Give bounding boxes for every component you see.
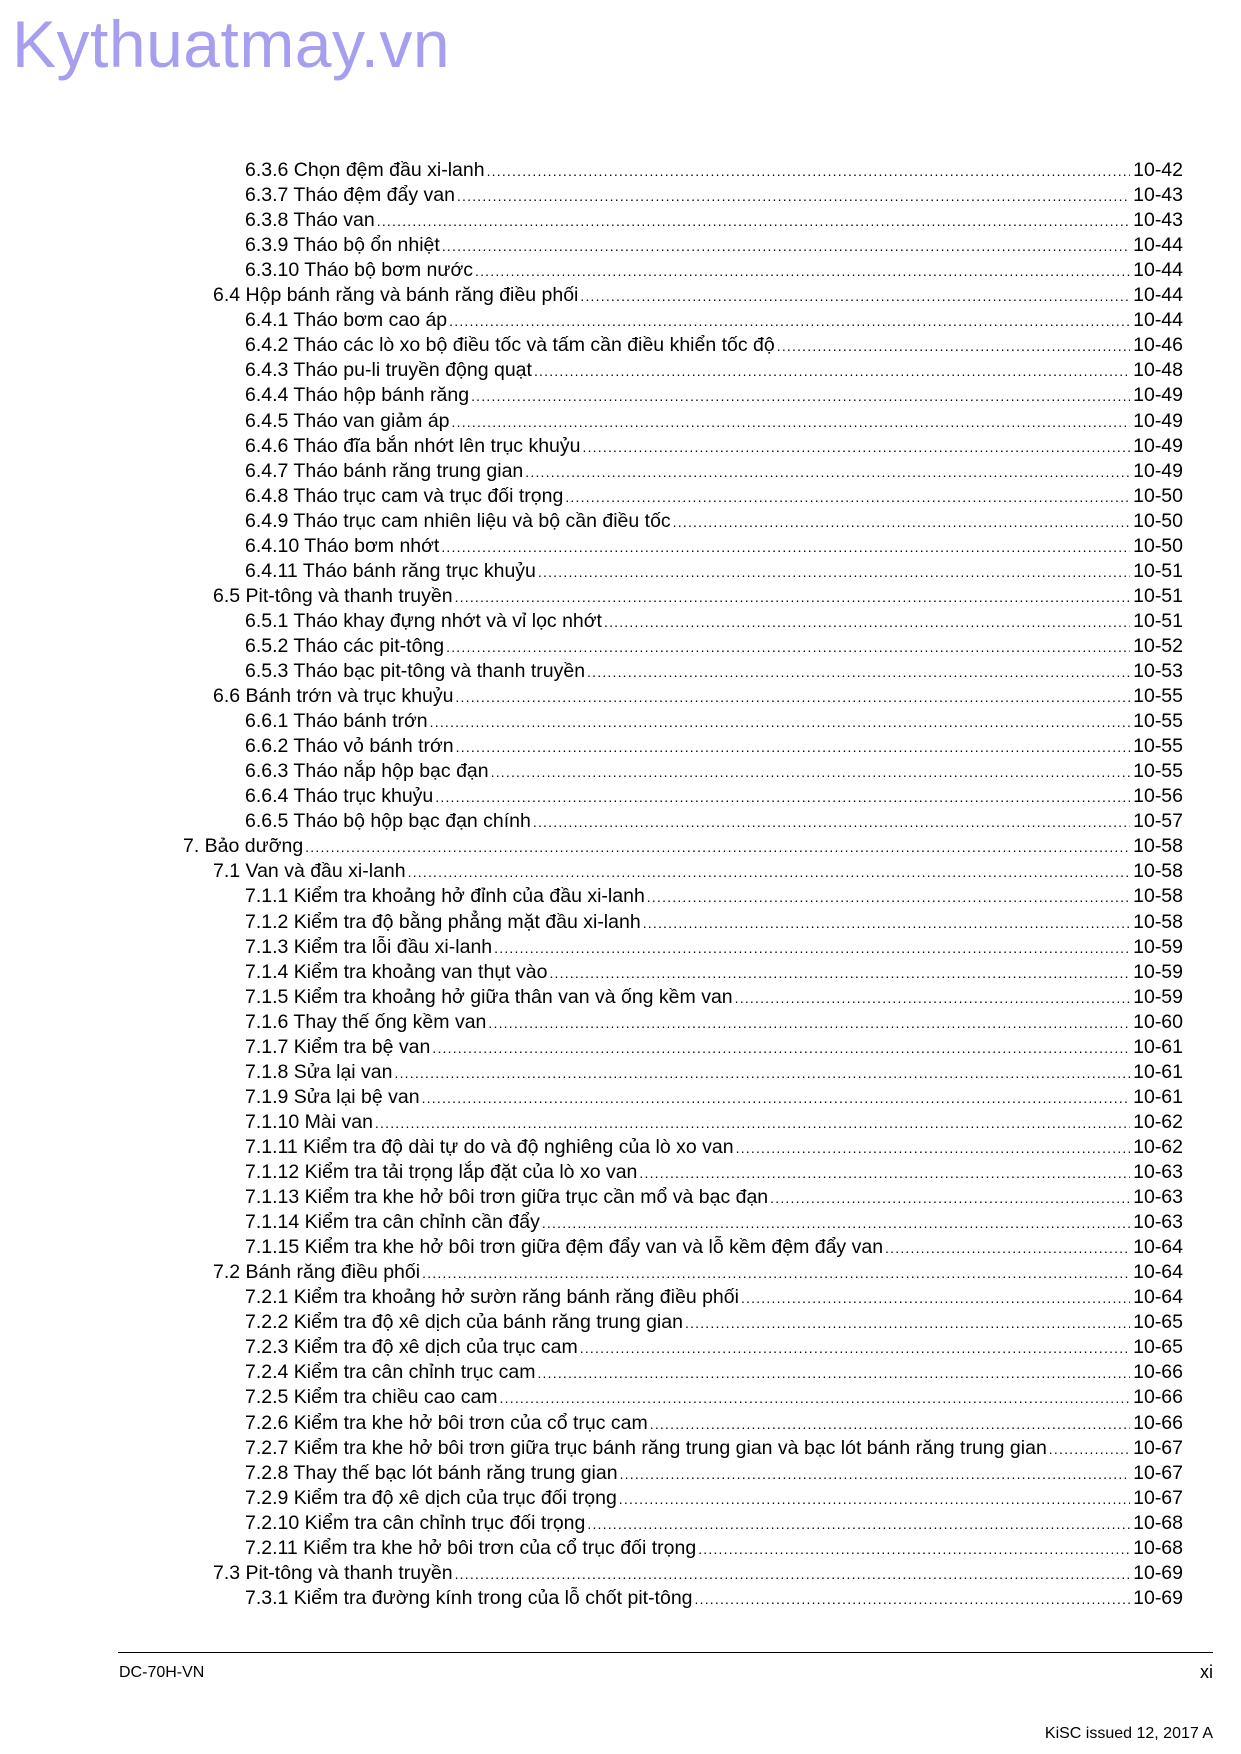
toc-entry-page: 10-60 [1133, 1010, 1183, 1033]
toc-entry-page: 10-68 [1133, 1511, 1183, 1534]
toc-entry[interactable] [245, 609, 1183, 634]
toc-entry[interactable] [245, 1511, 1183, 1536]
toc-entry[interactable] [245, 158, 1183, 183]
toc-entry[interactable] [245, 659, 1183, 684]
toc-entry-page: 10-64 [1133, 1236, 1183, 1259]
toc-entry[interactable] [213, 684, 1183, 709]
footer-issue-info: KiSC issued 12, 2017 A [1044, 1725, 1213, 1742]
toc-entry-title: 7.2.4 Kiểm tra cân chỉnh trục cam [245, 1361, 536, 1384]
toc-entry[interactable] [245, 534, 1183, 559]
toc-dot-leader [580, 1336, 1130, 1361]
toc-dot-leader [435, 785, 1130, 810]
toc-dot-leader [736, 1136, 1131, 1161]
toc-entry[interactable] [245, 459, 1183, 484]
toc-entry-page: 10-62 [1133, 1135, 1183, 1158]
toc-entry[interactable] [245, 559, 1183, 584]
toc-entry[interactable] [245, 759, 1183, 784]
toc-entry-title: 7.1.6 Thay thế ống kềm van [245, 1010, 487, 1033]
toc-dot-leader [777, 334, 1130, 359]
toc-entry-title: 6.4.7 Tháo bánh răng trung gian [245, 459, 524, 482]
toc-entry-title: 7.1.13 Kiểm tra khe hở bôi trơn giữa trục cần mổ và bạc đạn [245, 1186, 769, 1209]
toc-entry[interactable] [245, 308, 1183, 333]
toc-dot-leader [452, 410, 1131, 435]
toc-dot-leader [475, 259, 1130, 284]
toc-entry[interactable] [245, 1135, 1183, 1160]
toc-dot-leader [377, 209, 1130, 234]
toc-entry[interactable] [245, 1160, 1183, 1185]
toc-entry-title: 7.1.1 Kiểm tra khoảng hở đỉnh của đầu xi-lanh [245, 885, 645, 908]
toc-dot-leader [583, 435, 1131, 460]
toc-entry-title: 6.5.2 Tháo các pit-tông [245, 634, 445, 657]
toc-dot-leader [394, 1061, 1130, 1086]
toc-entry-title: 6.4.1 Tháo bơm cao áp [245, 309, 448, 332]
toc-dot-leader [587, 660, 1130, 685]
toc-entry-page: 10-66 [1133, 1386, 1183, 1409]
toc-entry-title: 7.2.1 Kiểm tra khoảng hở sườn răng bánh răng điều phối [245, 1286, 739, 1309]
toc-dot-leader [455, 585, 1131, 610]
toc-entry[interactable] [245, 509, 1183, 534]
footer-document-code: DC-70H-VN [119, 1664, 205, 1681]
toc-dot-leader [375, 1111, 1130, 1136]
watermark-logo: Kythuatmay.vn [12, 7, 451, 81]
toc-entry[interactable] [245, 1586, 1183, 1611]
toc-entry[interactable] [245, 434, 1183, 459]
toc-dot-leader [639, 1161, 1130, 1186]
toc-entry-title: 7.2.2 Kiểm tra độ xê dịch của bánh răng trung gian [245, 1311, 683, 1334]
toc-entry-page: 10-44 [1133, 309, 1183, 332]
toc-entry-title: 7.2.7 Kiểm tra khe hở bôi trơn giữa trục bánh răng trung gian và bạc lót bánh răng trung gian [245, 1436, 1047, 1459]
toc-entry-page: 10-67 [1133, 1461, 1183, 1484]
toc-entry[interactable] [245, 935, 1183, 960]
toc-dot-leader [1049, 1437, 1130, 1462]
toc-entry-page: 10-51 [1133, 584, 1183, 607]
toc-entry-title: 6.4.11 Tháo bánh răng trục khuỷu [245, 559, 536, 582]
toc-entry-page: 10-49 [1133, 384, 1183, 407]
toc-entry-page: 10-61 [1133, 1035, 1183, 1058]
toc-entry[interactable] [245, 809, 1183, 834]
toc-dot-leader [885, 1236, 1130, 1261]
toc-entry-page: 10-55 [1133, 735, 1183, 758]
toc-entry-page: 10-49 [1133, 409, 1183, 432]
toc-dot-leader [430, 710, 1130, 735]
toc-entry-title: 6.6 Bánh trớn và trục khuỷu [213, 685, 454, 708]
toc-entry-title: 7.1 Van và đầu xi-lanh [213, 860, 406, 883]
toc-dot-leader [494, 936, 1130, 961]
toc-entry-page: 10-66 [1133, 1361, 1183, 1384]
toc-entry-page: 10-67 [1133, 1436, 1183, 1459]
toc-entry[interactable] [213, 283, 1183, 308]
toc-entry[interactable] [245, 1360, 1183, 1385]
toc-entry-page: 10-63 [1133, 1186, 1183, 1209]
toc-entry-title: 7.1.5 Kiểm tra khoảng hở giữa thân van và ống kềm van [245, 985, 733, 1008]
toc-entry-title: 6.4.9 Tháo trục cam nhiên liệu và bộ cần điều tốc [245, 509, 671, 532]
toc-entry-page: 10-65 [1133, 1336, 1183, 1359]
toc-entry-title: 6.6.1 Tháo bánh trớn [245, 710, 428, 733]
toc-dot-leader [735, 986, 1130, 1011]
toc-dot-leader [565, 485, 1130, 510]
toc-entry[interactable] [245, 233, 1183, 258]
toc-entry-title: 7.2 Bánh răng điều phối [213, 1261, 421, 1284]
toc-entry-title: 7.2.3 Kiểm tra độ xê dịch của trục cam [245, 1336, 578, 1359]
footer-divider [118, 1652, 1213, 1653]
toc-entry-title: 7.2.11 Kiểm tra khe hở bôi trơn của cổ trục đối trọng [245, 1536, 697, 1559]
toc-entry-page: 10-56 [1133, 785, 1183, 808]
toc-dot-leader [542, 1211, 1130, 1236]
toc-entry-page: 10-58 [1133, 885, 1183, 908]
toc-dot-leader [408, 860, 1131, 885]
toc-entry-page: 10-63 [1133, 1211, 1183, 1234]
toc-entry-page: 10-50 [1133, 484, 1183, 507]
toc-dot-leader [471, 384, 1130, 409]
toc-dot-leader [650, 1412, 1130, 1437]
toc-dot-leader [488, 1011, 1130, 1036]
toc-entry-page: 10-50 [1133, 534, 1183, 557]
toc-entry-page: 10-58 [1133, 860, 1183, 883]
toc-entry-page: 10-69 [1133, 1561, 1183, 1584]
toc-dot-leader [449, 309, 1130, 334]
toc-entry-page: 10-58 [1133, 835, 1183, 858]
toc-entry-title: 6.6.4 Tháo trục khuỷu [245, 785, 434, 808]
toc-entry-page: 10-43 [1133, 209, 1183, 232]
toc-entry[interactable] [245, 910, 1183, 935]
toc-dot-leader [695, 1587, 1131, 1612]
toc-entry-page: 10-61 [1133, 1085, 1183, 1108]
toc-dot-leader [441, 535, 1130, 560]
toc-entry-title: 7. Bảo dưỡng [183, 835, 304, 858]
toc-dot-leader [580, 284, 1130, 309]
toc-entry-title: 7.2.10 Kiểm tra cân chỉnh trục đối trọng [245, 1511, 586, 1534]
toc-dot-leader [457, 184, 1130, 209]
toc-entry-title: 7.1.2 Kiểm tra độ bằng phẳng mặt đầu xi-lanh [245, 910, 641, 933]
toc-entry-page: 10-44 [1133, 259, 1183, 282]
toc-entry[interactable] [245, 1185, 1183, 1210]
toc-entry-page: 10-65 [1133, 1311, 1183, 1334]
toc-entry-page: 10-59 [1133, 985, 1183, 1008]
toc-entry-title: 6.3.9 Tháo bộ ổn nhiệt [245, 234, 440, 257]
toc-entry[interactable] [245, 484, 1183, 509]
toc-entry[interactable] [245, 784, 1183, 809]
toc-entry[interactable] [245, 1060, 1183, 1085]
toc-entry-page: 10-55 [1133, 760, 1183, 783]
toc-dot-leader [422, 1086, 1131, 1111]
toc-entry[interactable] [245, 709, 1183, 734]
toc-entry[interactable] [245, 1010, 1183, 1035]
toc-entry[interactable] [245, 358, 1183, 383]
toc-dot-leader [698, 1537, 1130, 1562]
toc-entry[interactable] [245, 634, 1183, 659]
toc-entry-page: 10-59 [1133, 960, 1183, 983]
toc-entry[interactable] [245, 1285, 1183, 1310]
toc-entry[interactable] [245, 884, 1183, 909]
toc-dot-leader [741, 1286, 1130, 1311]
toc-entry-page: 10-66 [1133, 1411, 1183, 1434]
toc-entry[interactable] [245, 734, 1183, 759]
toc-entry-title: 7.1.15 Kiểm tra khe hở bôi trơn giữa đệm đẩy van và lỗ kềm đệm đẩy van [245, 1236, 884, 1259]
toc-entry-page: 10-43 [1133, 184, 1183, 207]
toc-entry-title: 7.3.1 Kiểm tra đường kính trong của lỗ chốt pit-tông [245, 1586, 693, 1609]
toc-entry-title: 6.4.5 Tháo van giảm áp [245, 409, 450, 432]
toc-entry-page: 10-58 [1133, 910, 1183, 933]
toc-entry-title: 6.6.2 Tháo vỏ bánh trớn [245, 735, 454, 758]
toc-entry-title: 6.4.4 Tháo hộp bánh răng [245, 384, 470, 407]
toc-entry-page: 10-61 [1133, 1060, 1183, 1083]
toc-entry[interactable] [245, 333, 1183, 358]
toc-dot-leader [619, 1487, 1130, 1512]
toc-entry-page: 10-62 [1133, 1110, 1183, 1133]
toc-dot-leader [305, 835, 1130, 860]
toc-dot-leader [446, 635, 1130, 660]
toc-dot-leader [537, 1361, 1130, 1386]
toc-dot-leader [432, 1036, 1130, 1061]
toc-entry[interactable] [245, 1335, 1183, 1360]
toc-entry-page: 10-67 [1133, 1486, 1183, 1509]
toc-entry-page: 10-68 [1133, 1536, 1183, 1559]
toc-entry-page: 10-48 [1133, 359, 1183, 382]
toc-dot-leader [487, 159, 1131, 184]
toc-entry-title: 7.3 Pit-tông và thanh truyền [213, 1561, 453, 1584]
toc-dot-leader [442, 234, 1130, 259]
toc-entry[interactable] [245, 985, 1183, 1010]
toc-dot-leader [643, 911, 1130, 936]
toc-entry[interactable] [245, 183, 1183, 208]
toc-entry-page: 10-59 [1133, 935, 1183, 958]
toc-entry[interactable] [245, 1110, 1183, 1135]
toc-entry-title: 7.2.5 Kiểm tra chiều cao cam [245, 1386, 498, 1409]
toc-entry-title: 6.4.10 Tháo bơm nhớt [245, 534, 440, 557]
toc-entry-title: 7.1.11 Kiểm tra độ dài tự do và độ nghiêng của lò xo van [245, 1135, 734, 1158]
toc-entry-page: 10-44 [1133, 284, 1183, 307]
toc-entry-page: 10-64 [1133, 1261, 1183, 1284]
toc-dot-leader [500, 1386, 1131, 1411]
toc-dot-leader [647, 885, 1130, 910]
toc-entry-title: 6.5.3 Tháo bạc pit-tông và thanh truyền [245, 660, 586, 682]
toc-entry-title: 6.5 Pit-tông và thanh truyền [213, 584, 453, 607]
toc-entry-page: 10-55 [1133, 685, 1183, 708]
toc-dot-leader [525, 460, 1130, 485]
toc-entry-page: 10-52 [1133, 634, 1183, 657]
toc-entry-title: 7.1.7 Kiểm tra bệ van [245, 1035, 431, 1058]
toc-entry-title: 6.4.3 Tháo pu-li truyền động quạt [245, 359, 532, 382]
toc-entry[interactable] [245, 1310, 1183, 1335]
toc-entry[interactable] [245, 258, 1183, 283]
toc-dot-leader [604, 610, 1130, 635]
toc-dot-leader [422, 1261, 1130, 1286]
toc-entry[interactable] [245, 1486, 1183, 1511]
toc-entry-page: 10-49 [1133, 459, 1183, 482]
toc-entry[interactable] [245, 1085, 1183, 1110]
toc-dot-leader [491, 760, 1131, 785]
toc-dot-leader [770, 1186, 1130, 1211]
toc-entry-title: 6.3.8 Tháo van [245, 209, 375, 232]
toc-entry[interactable] [245, 383, 1183, 408]
toc-entry-page: 10-50 [1133, 509, 1183, 532]
toc-entry-page: 10-63 [1133, 1161, 1183, 1183]
toc-entry[interactable] [245, 1536, 1183, 1561]
footer-page-number: xi [1200, 1662, 1213, 1682]
toc-entry-page: 10-42 [1133, 159, 1183, 181]
toc-dot-leader [456, 735, 1130, 760]
toc-dot-leader [673, 510, 1130, 535]
toc-entry-title: 7.1.9 Sửa lại bệ van [245, 1085, 420, 1108]
toc-entry[interactable] [213, 1260, 1183, 1285]
toc-entry-title: 6.4.6 Tháo đĩa bắn nhớt lên trục khuỷu [245, 434, 581, 457]
toc-entry[interactable] [245, 1436, 1183, 1461]
toc-entry[interactable] [245, 208, 1183, 233]
toc-dot-leader [620, 1462, 1131, 1487]
toc-entry-page: 10-64 [1133, 1286, 1183, 1309]
toc-entry[interactable] [245, 960, 1183, 985]
toc-entry-title: 7.2.8 Thay thế bạc lót bánh răng trung gian [245, 1461, 618, 1484]
toc-entry-title: 6.4 Hộp bánh răng và bánh răng điều phối [213, 284, 579, 307]
toc-entry-title: 7.1.14 Kiểm tra cân chỉnh cần đẩy [245, 1211, 540, 1234]
toc-entry-page: 10-49 [1133, 434, 1183, 457]
toc-entry-page: 10-69 [1133, 1586, 1183, 1609]
toc-entry-page: 10-46 [1133, 334, 1183, 357]
toc-dot-leader [455, 1562, 1131, 1587]
toc-entry[interactable] [213, 584, 1183, 609]
toc-dot-leader [538, 560, 1130, 585]
toc-entry-title: 6.6.5 Tháo bộ hộp bạc đạn chính [245, 810, 531, 833]
toc-dot-leader [533, 810, 1130, 835]
toc-entry-title: 7.1.4 Kiểm tra khoảng van thụt vào [245, 960, 548, 983]
toc-entry[interactable] [245, 1235, 1183, 1260]
toc-entry-page: 10-51 [1133, 559, 1183, 582]
toc-entry[interactable] [245, 1385, 1183, 1410]
toc-dot-leader [549, 961, 1130, 986]
toc-entry-title: 6.3.6 Chọn đệm đầu xi-lanh [245, 159, 485, 181]
toc-entry-title: 6.4.2 Tháo các lò xo bộ điều tốc và tấm cần điều khiển tốc độ [245, 334, 775, 357]
toc-entry-title: 6.6.3 Tháo nắp hộp bạc đạn [245, 760, 489, 783]
toc-entry[interactable] [245, 409, 1183, 434]
toc-entry-title: 7.1.3 Kiểm tra lỗi đầu xi-lanh [245, 935, 493, 958]
toc-entry-title: 6.4.8 Tháo trục cam và trục đối trọng [245, 484, 564, 507]
toc-entry[interactable] [183, 834, 1183, 859]
toc-entry[interactable] [213, 859, 1183, 884]
toc-entry-title: 7.1.10 Mài van [245, 1110, 373, 1133]
toc-entry-title: 6.5.1 Tháo khay đựng nhớt và vỉ lọc nhớt [245, 609, 602, 632]
toc-entry-title: 7.1.8 Sửa lại van [245, 1060, 393, 1083]
toc-entry-title: 7.2.9 Kiểm tra độ xê dịch của trục đối trọng [245, 1486, 617, 1509]
toc-entry[interactable] [245, 1210, 1183, 1235]
toc-entry-title: 6.3.7 Tháo đệm đẩy van [245, 184, 455, 207]
toc-dot-leader [455, 685, 1130, 710]
toc-entry-page: 10-57 [1133, 810, 1183, 833]
toc-entry[interactable] [245, 1461, 1183, 1486]
toc-entry-title: 7.1.12 Kiểm tra tải trọng lắp đặt của lò xo van [245, 1161, 638, 1183]
toc-entry-page: 10-55 [1133, 710, 1183, 733]
toc-entry[interactable] [245, 1035, 1183, 1060]
toc-dot-leader [534, 359, 1130, 384]
toc-entry[interactable] [245, 1411, 1183, 1436]
toc-entry-title: 7.2.6 Kiểm tra khe hở bôi trơn của cổ trục cam [245, 1411, 648, 1434]
toc-entry-page: 10-44 [1133, 234, 1183, 257]
toc-entry[interactable] [213, 1561, 1183, 1586]
toc-entry-page: 10-53 [1133, 660, 1183, 682]
toc-entry-title: 6.3.10 Tháo bộ bơm nước [245, 259, 473, 282]
toc-dot-leader [685, 1311, 1130, 1336]
toc-entry-page: 10-51 [1133, 609, 1183, 632]
toc-dot-leader [587, 1512, 1130, 1537]
